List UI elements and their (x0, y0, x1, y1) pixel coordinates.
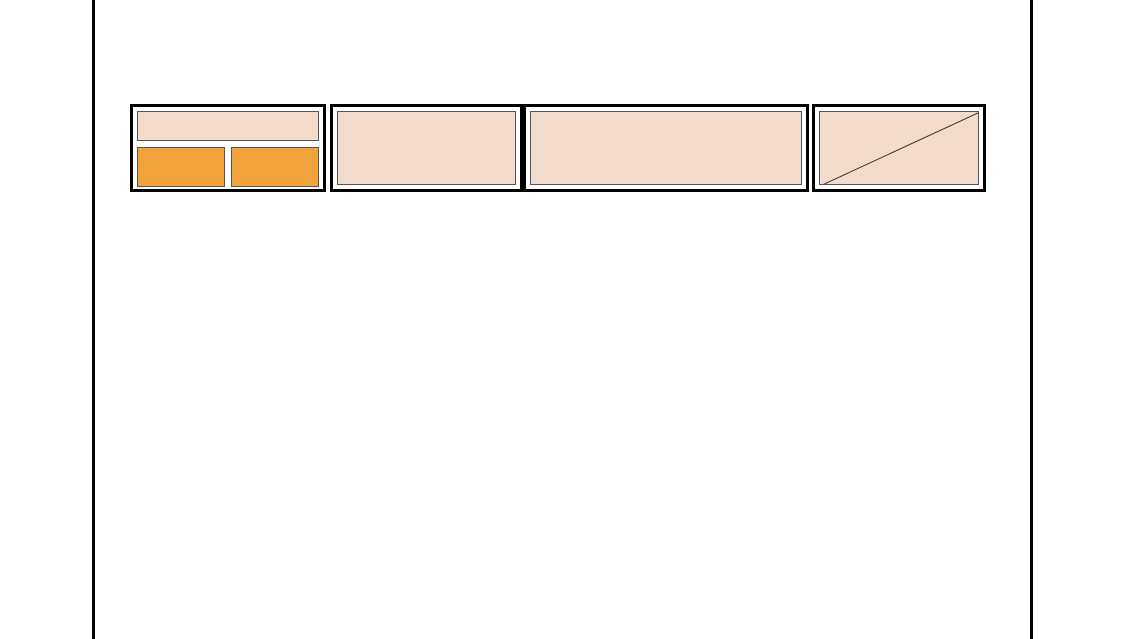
header-subject-box (523, 104, 809, 192)
header-subject (530, 111, 802, 185)
page-border-right (1030, 0, 1033, 639)
header-exam-box (130, 104, 326, 192)
page-border-left (92, 0, 95, 639)
header-duration-box (330, 104, 523, 192)
header-date-box (812, 104, 986, 192)
header-main-exam (137, 111, 319, 141)
header-from (231, 147, 319, 187)
diagonal-divider (820, 112, 979, 185)
header-to (137, 147, 225, 187)
header-duration (337, 111, 516, 185)
header-date-cell (819, 111, 979, 185)
